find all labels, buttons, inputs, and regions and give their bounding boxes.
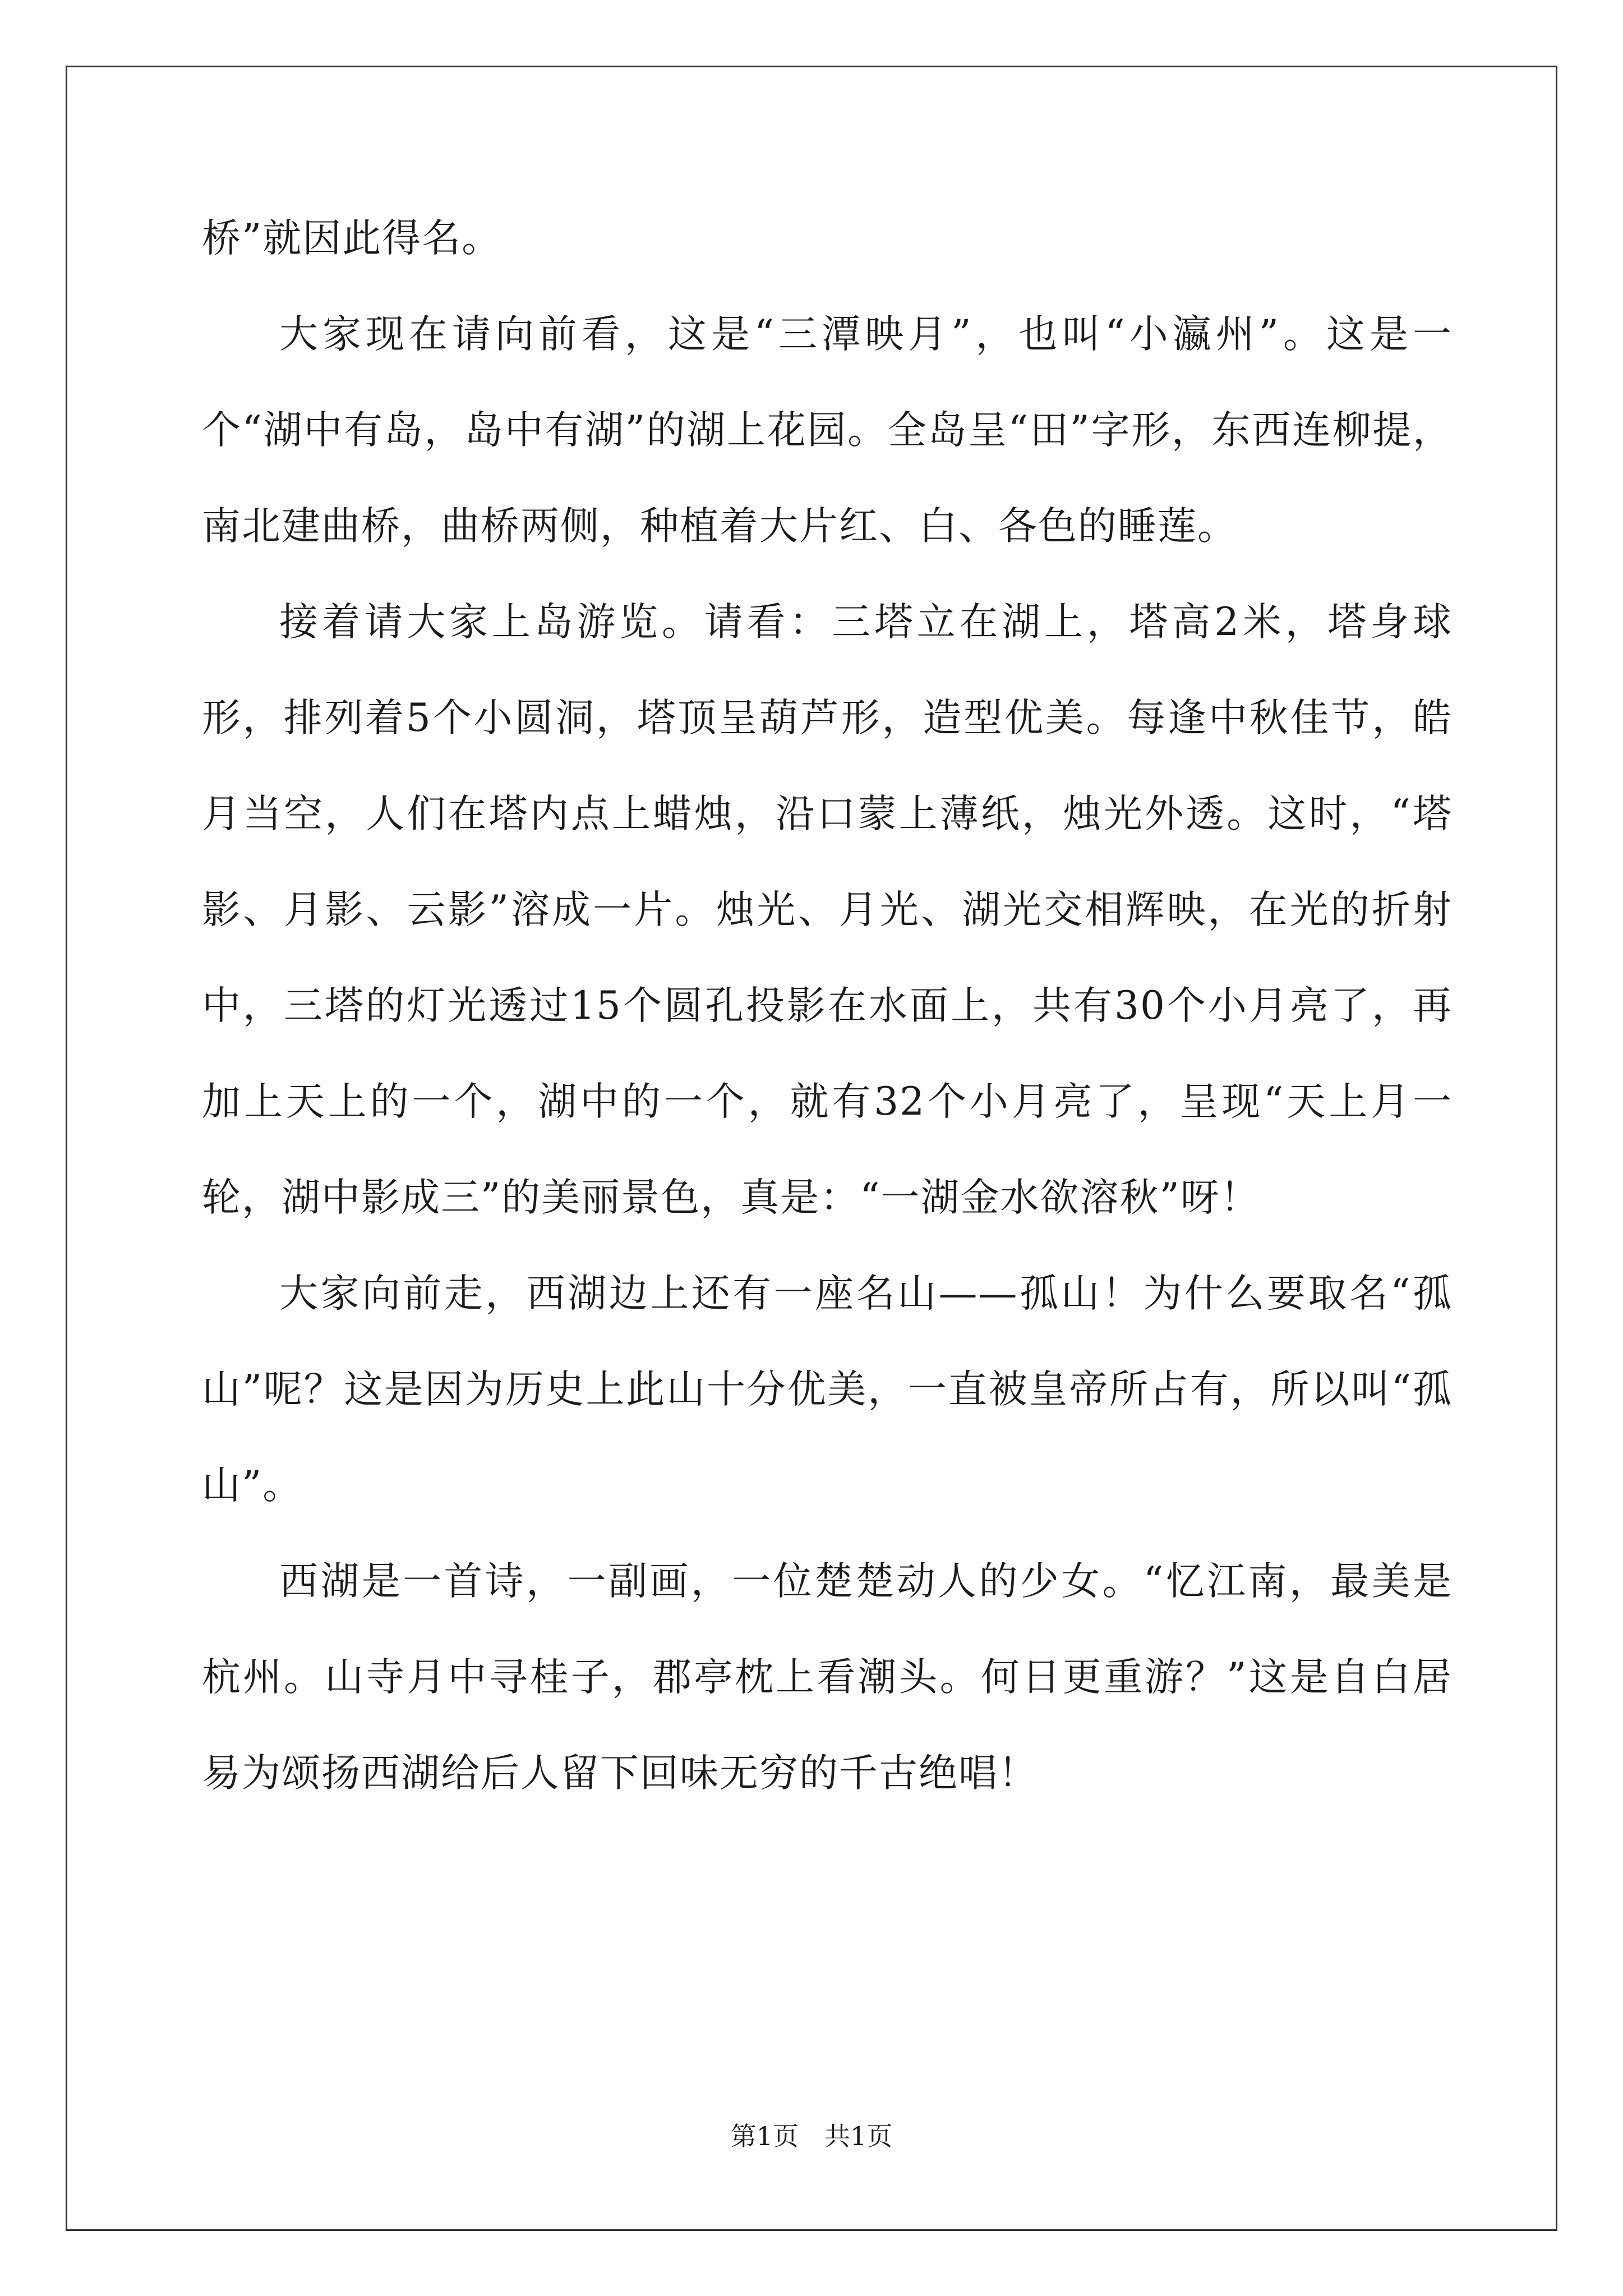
paragraph-three-pagodas: 接着请大家上岛游览。请看：三塔立在湖上，塔高2米，塔身球形，排列着5个小圆洞，塔顶呈葫芦形，造型优美。每逢中秋佳节，皓月当空，人们在塔内点上蜡烛，沿口蒙上薄纸，烛光外透。这时，“塔影、月影、云影”溶成一片。烛光、月光、湖光交相辉映，在光的折射中，三塔的灯光透过15个圆孔投影在水面上，共有30个小月亮了，再加上天上的一个，湖中的一个，就有32个小月亮了，呈现“天上月一轮，湖中影成三”的美丽景色，真是：“一湖金水欲溶秋”呀！ — [202, 600, 1453, 1220]
paragraph-continuation: 桥”就因此得名。 — [202, 216, 502, 261]
document-body — [202, 191, 1453, 1821]
page-total: 共1页 — [824, 2121, 893, 2151]
page-footer — [0, 2116, 1623, 2153]
page-number: 第1页 — [730, 2121, 799, 2151]
paragraph-gushan: 大家向前走，西湖边上还有一座名山——孤山！为什么要取名“孤山”呢？这是因为历史上此山十分优美，一直被皇帝所占有，所以叫“孤山”。 — [202, 1271, 1453, 1508]
paragraph-santan-yingyue: 大家现在请向前看，这是“三潭映月”，也叫“小瀛州”。这是一个“湖中有岛，岛中有湖”的湖上花园。全岛呈“田”字形，东西连柳提，南北建曲桥，曲桥两侧，种植着大片红、白、各色的睡莲。 — [202, 312, 1453, 549]
paragraph-closing-poem: 西湖是一首诗，一副画，一位楚楚动人的少女。“忆江南，最美是杭州。山寺月中寻桂子，郡亭枕上看潮头。何日更重游？”这是自白居易为颂扬西湖给后人留下回味无穷的千古绝唱！ — [202, 1559, 1453, 1796]
